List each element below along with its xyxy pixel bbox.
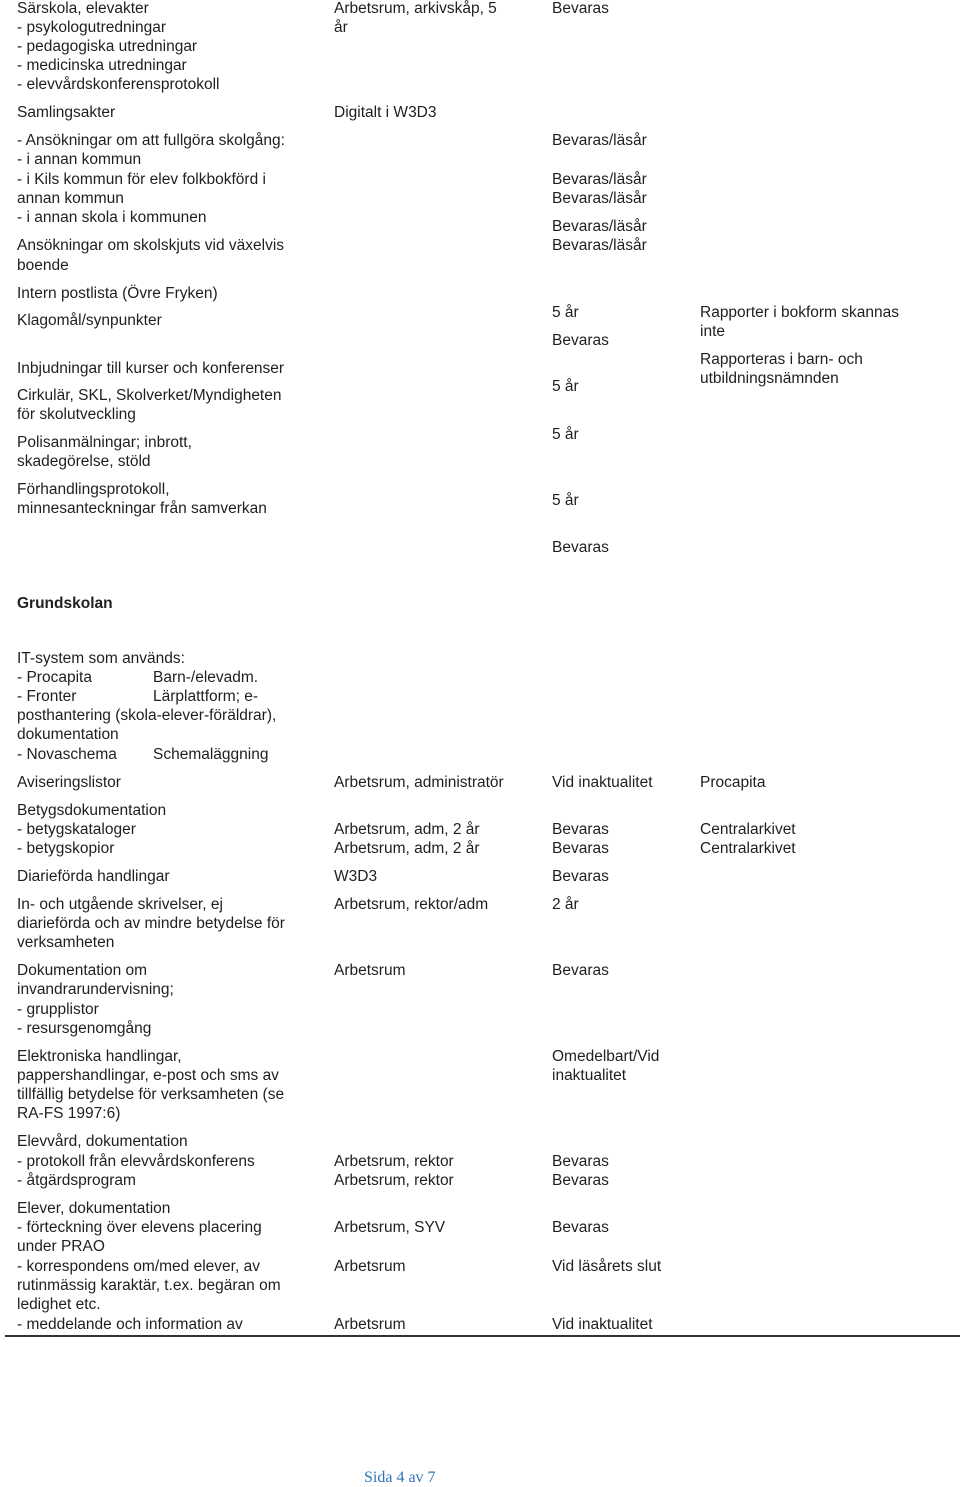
it-system-name: - Fronter: [17, 688, 77, 705]
it-system-name: - Novaschema: [17, 746, 117, 763]
forhandling-line: Förhandlingsprotokoll,: [17, 481, 170, 498]
korrespondens-retention: Vid läsårets slut: [552, 1258, 662, 1275]
section-heading: Grundskolan: [17, 595, 113, 612]
aviseringslistor-retention: Vid inaktualitet: [552, 774, 653, 791]
elevvard-row-retention: Bevaras: [552, 1172, 609, 1189]
note-line: Rapporter i bokform skannas: [700, 304, 900, 321]
sarskola-title: Särskola, elevakter: [17, 0, 149, 17]
bevarande-value: 5 år: [552, 492, 579, 509]
meddelande-label: - meddelande och information av: [17, 1316, 243, 1333]
elektroniska-line: RA-FS 1997:6): [17, 1105, 121, 1122]
sarskola-item: - psykologutredningar: [17, 19, 167, 36]
ansokningar-line: - Ansökningar om att fullgöra skolgång:: [17, 132, 285, 149]
betyg-row-retention: Bevaras: [552, 821, 609, 838]
samlingsakter-location: Digitalt i W3D3: [334, 104, 437, 121]
meddelande-retention: Vid inaktualitet: [552, 1316, 653, 1333]
diarieforda-label: Diarieförda handlingar: [17, 868, 170, 885]
elevvard-row-retention: Bevaras: [552, 1153, 609, 1170]
it-system-name: - Procapita: [17, 669, 92, 686]
invandrar-line: - grupplistor: [17, 1001, 99, 1018]
cirkular-line: för skolutveckling: [17, 406, 136, 423]
ansokningar-line: - i Kils kommun för elev folkbokförd i: [17, 171, 266, 188]
sarskola-location: år: [334, 19, 348, 36]
skrivelser-line: diarieförda och av mindre betydelse för: [17, 915, 285, 932]
diarieforda-location: W3D3: [334, 868, 378, 885]
it-system-desc: Barn-/elevadm.: [153, 669, 259, 686]
samlingsakter-label: Samlingsakter: [17, 104, 116, 121]
lasar-value: Bevaras/läsår: [552, 237, 647, 254]
betyg-row-label: - betygskopior: [17, 840, 115, 857]
bevarande-value: Bevaras: [552, 539, 609, 556]
invandrar-line: - resursgenomgång: [17, 1020, 152, 1037]
invandrar-location: Arbetsrum: [334, 962, 406, 979]
forhandling-line: minnesanteckningar från samverkan: [17, 500, 267, 517]
sarskola-item: - elevvårdskonferensprotokoll: [17, 76, 220, 93]
it-system-desc: posthantering (skola-elever-föräldrar),: [17, 707, 277, 724]
elever-title: Elever, dokumentation: [17, 1200, 171, 1217]
diarieforda-retention: Bevaras: [552, 868, 609, 885]
polis-line: skadegörelse, stöld: [17, 453, 151, 470]
elevvard-row-label: - protokoll från elevvårdskonferens: [17, 1153, 255, 1170]
it-system-title: IT-system som används:: [17, 650, 185, 667]
elektroniska-line: tillfällig betydelse för verksamheten (se: [17, 1086, 285, 1103]
inbjudningar: Inbjudningar till kurser och konferenser: [17, 360, 285, 377]
polis-line: Polisanmälningar; inbrott,: [17, 434, 192, 451]
korrespondens-line: rutinmässig karaktär, t.ex. begäran om: [17, 1277, 281, 1294]
skrivelser-location: Arbetsrum, rektor/adm: [334, 896, 489, 913]
bevarande-value: Bevaras: [552, 332, 609, 349]
ansokningar-line: - i annan skola i kommunen: [17, 209, 207, 226]
aviseringslistor-location: Arbetsrum, administratör: [334, 774, 504, 791]
korrespondens-line: - korrespondens om/med elever, av: [17, 1258, 260, 1275]
elevvard-row-label: - åtgärdsprogram: [17, 1172, 136, 1189]
invandrar-retention: Bevaras: [552, 962, 609, 979]
sarskola-item: - pedagogiska utredningar: [17, 38, 198, 55]
betyg-row-location: Arbetsrum, adm, 2 år: [334, 821, 480, 838]
bevarande-value: 5 år: [552, 304, 579, 321]
korrespondens-location: Arbetsrum: [334, 1258, 406, 1275]
ansokningar-line: annan kommun: [17, 190, 124, 207]
sarskola-location: Arbetsrum, arkivskåp, 5: [334, 0, 497, 17]
skrivelser-line: verksamheten: [17, 934, 115, 951]
ansokningar-line: - i annan kommun: [17, 151, 142, 168]
betyg-row-location: Arbetsrum, adm, 2 år: [334, 840, 480, 857]
aviseringslistor-label: Aviseringslistor: [17, 774, 121, 791]
prao-line: - förteckning över elevens placering: [17, 1219, 262, 1236]
prao-line: under PRAO: [17, 1238, 105, 1255]
skrivelser-retention: 2 år: [552, 896, 579, 913]
betyg-title: Betygsdokumentation: [17, 802, 167, 819]
betyg-row-label: - betygskataloger: [17, 821, 136, 838]
note-line: utbildningsnämnden: [700, 370, 839, 387]
note-line: inte: [700, 323, 725, 340]
it-system-desc: Schemaläggning: [153, 746, 269, 763]
elektroniska-line: pappershandlingar, e-post och sms av: [17, 1067, 279, 1084]
skolskjuts-line: Ansökningar om skolskjuts vid växelvis: [17, 237, 285, 254]
aviseringslistor-note: Procapita: [700, 774, 766, 791]
sarskola-item: - medicinska utredningar: [17, 57, 187, 74]
lasar-value: Bevaras/läsår: [552, 190, 647, 207]
intern-postlista: Intern postlista (Övre Fryken): [17, 285, 218, 302]
sarskola-retention: Bevaras: [552, 0, 609, 17]
lasar-value: Bevaras/läsår: [552, 218, 647, 235]
bevarande-value: 5 år: [552, 426, 579, 443]
elevvard-row-location: Arbetsrum, rektor: [334, 1172, 454, 1189]
bevarande-value: 5 år: [552, 378, 579, 395]
elektroniska-retention: inaktualitet: [552, 1067, 627, 1084]
prao-location: Arbetsrum, SYV: [334, 1219, 446, 1236]
invandrar-line: invandrarundervisning;: [17, 981, 174, 998]
meddelande-location: Arbetsrum: [334, 1316, 406, 1333]
betyg-row-note: Centralarkivet: [700, 821, 796, 838]
page-number: Sida 4 av 7: [364, 1469, 436, 1486]
lasar-value: Bevaras/läsår: [552, 171, 647, 188]
table-bottom-rule: [5, 1335, 960, 1337]
elektroniska-line: Elektroniska handlingar,: [17, 1048, 182, 1065]
betyg-row-note: Centralarkivet: [700, 840, 796, 857]
note-line: Rapporteras i barn- och: [700, 351, 863, 368]
korrespondens-line: ledighet etc.: [17, 1296, 101, 1313]
cirkular-line: Cirkulär, SKL, Skolverket/Myndigheten: [17, 387, 282, 404]
skolskjuts-line: boende: [17, 257, 69, 274]
lasar-value: Bevaras/läsår: [552, 132, 647, 149]
elektroniska-retention: Omedelbart/Vid: [552, 1048, 660, 1065]
it-system-desc: dokumentation: [17, 726, 119, 743]
prao-retention: Bevaras: [552, 1219, 609, 1236]
elevvard-title: Elevvård, dokumentation: [17, 1133, 188, 1150]
skrivelser-line: In- och utgående skrivelser, ej: [17, 896, 223, 913]
elevvard-row-location: Arbetsrum, rektor: [334, 1153, 454, 1170]
klagomal: Klagomål/synpunkter: [17, 312, 162, 329]
invandrar-line: Dokumentation om: [17, 962, 148, 979]
betyg-row-retention: Bevaras: [552, 840, 609, 857]
it-system-desc: Lärplattform; e-: [153, 688, 259, 705]
